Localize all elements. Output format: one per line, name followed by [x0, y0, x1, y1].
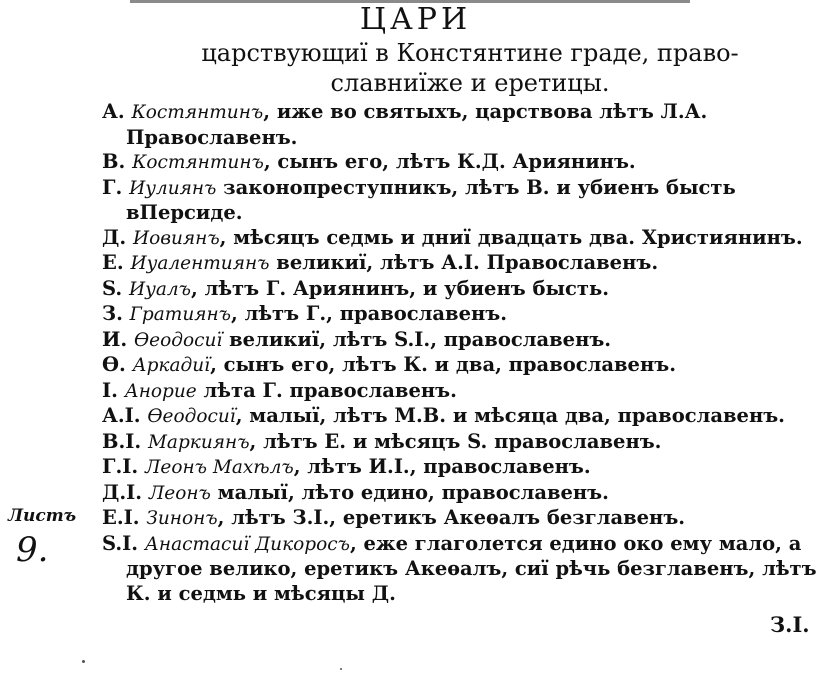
- list-item: [102, 481, 820, 507]
- list-item: [102, 150, 820, 176]
- entry-number: Е.І.: [102, 506, 140, 529]
- list-item: [102, 100, 820, 150]
- list-item: [102, 176, 820, 226]
- entry-number: І.: [102, 378, 118, 402]
- entry-text: , иже во святыхъ, царствова лѣтъ Л.А. Православенъ.: [126, 100, 708, 149]
- list-item: [102, 328, 820, 354]
- list-item: [102, 404, 820, 430]
- ruler-name: Гратиянъ: [129, 304, 231, 325]
- paper-speck: [340, 668, 342, 670]
- entry-text: , малыї, лѣтъ М.В. и мѣсяца два, православенъ.: [235, 404, 785, 427]
- entry-number: А.І.: [102, 404, 141, 427]
- entry-number: S.: [102, 276, 123, 300]
- margin-sheet-label: Листъ: [8, 506, 77, 526]
- entry-number: Д.І.: [102, 480, 143, 504]
- ruler-name: Аркадиї: [132, 355, 211, 376]
- entry-text: , еже глаголется едино око ему мало, а другое велико, еретикъ Акеѳалъ, сиї рѣчь безглавенъ, лѣтъ К. и седмь и мѣсяцы Д.: [126, 531, 817, 605]
- page-title: ЦАРИ: [359, 2, 472, 37]
- paper-speck: [82, 660, 85, 663]
- ruler-name: Леонъ Махѣлъ: [144, 457, 294, 478]
- entry-number: Г.І.: [102, 455, 139, 478]
- entry-text: малыї, лѣто едино, православенъ.: [210, 480, 609, 504]
- ruler-name: Иулиянъ: [129, 177, 217, 199]
- rulers-list: [102, 100, 820, 606]
- entry-number: Г.: [102, 175, 123, 199]
- entry-text: , сынъ его, лѣтъ К.Д. Ариянинъ.: [263, 150, 636, 173]
- list-item: [102, 226, 820, 252]
- ruler-name: Ѳеодосиї: [134, 329, 223, 351]
- ruler-name: Иуалъ: [128, 278, 191, 300]
- entry-text: великиї, лѣтъ S.І., православенъ.: [222, 327, 612, 351]
- entry-number: И.: [102, 327, 128, 351]
- ruler-name: Зинонъ: [146, 508, 218, 529]
- margin-sheet-number: 9.: [16, 530, 49, 570]
- list-item: [102, 506, 820, 532]
- entry-number: А.: [102, 100, 125, 123]
- entry-text: , лѣтъ Г., православенъ.: [231, 302, 508, 325]
- entry-text: , лѣтъ Е. и мѣсяцъ S. православенъ.: [249, 429, 662, 453]
- entry-number: В.: [102, 150, 126, 173]
- entry-text: , лѣтъ З.І., еретикъ Акеѳалъ безглавенъ.: [217, 506, 686, 529]
- page-subtitle: царствующиї в Констянтине граде, право-славниїже и еретицы.: [201, 39, 739, 97]
- entry-number: З.: [102, 302, 123, 325]
- list-item: [102, 353, 820, 379]
- entry-text: , лѣтъ И.І., православенъ.: [293, 455, 591, 478]
- ruler-name: Анастасиї Дикоросъ: [144, 533, 350, 555]
- entry-number: Ѳ.: [102, 353, 126, 376]
- entry-text: , мѣсяцъ седмь и дниї двадцать два. Християнинъ.: [219, 225, 803, 249]
- entry-text: лѣта Г. православенъ.: [196, 378, 457, 402]
- ruler-name: Анорие: [124, 380, 197, 402]
- list-item: [102, 302, 820, 328]
- entry-text: , лѣтъ Г. Ариянинъ, и убиенъ бысть.: [191, 276, 610, 300]
- list-item: [102, 251, 820, 277]
- ruler-name: Ѳеодосиї: [147, 406, 236, 427]
- entry-number: Д.: [102, 225, 127, 249]
- ruler-name: Иовиянъ: [132, 227, 220, 249]
- list-item: [102, 277, 820, 303]
- ruler-name: Костянтинъ: [132, 152, 264, 173]
- list-item: [102, 455, 820, 481]
- ruler-name: Маркиянъ: [147, 431, 250, 453]
- entry-text: великиї, лѣтъ А.І. Православенъ.: [269, 251, 659, 274]
- entry-number: В.І.: [102, 429, 142, 453]
- entry-text: , сынъ его, лѣтъ К. и два, православенъ.: [210, 353, 676, 376]
- entry-text: законопреступникъ, лѣтъ В. и убиенъ бысть вПерсиде.: [126, 175, 736, 224]
- ruler-name: Иуалентиянъ: [130, 253, 270, 274]
- list-item: [102, 430, 820, 456]
- page-signature: З.І.: [770, 612, 810, 637]
- ruler-name: Леонъ: [148, 482, 211, 504]
- entry-number: S.І.: [102, 531, 139, 555]
- ruler-name: Костянтинъ: [131, 102, 264, 123]
- list-item: [102, 532, 820, 607]
- entry-number: Е.: [102, 251, 124, 274]
- list-item: [102, 379, 820, 405]
